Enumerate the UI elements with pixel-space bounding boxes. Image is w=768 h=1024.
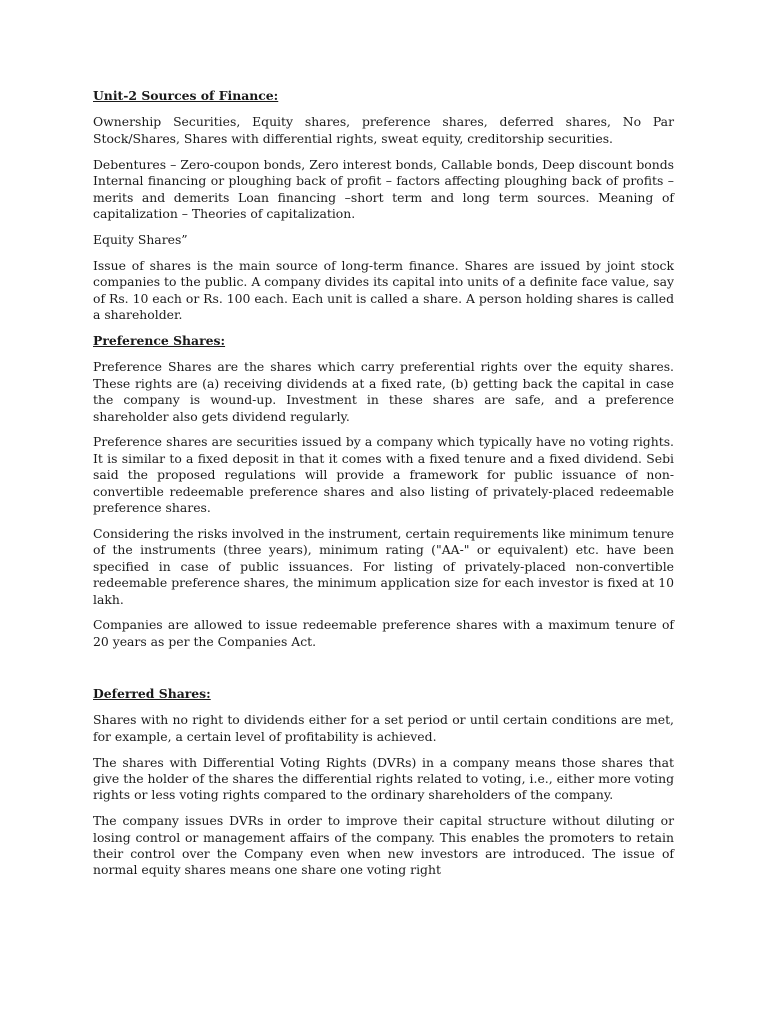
- preference-paragraph-4: Companies are allowed to issue redeemable preference shares with a maximum tenure of 20 years as per the Companies Act.: [93, 617, 674, 649]
- deferred-paragraph-3: The company issues DVRs in order to improve their capital structure without diluting or losing control or management affairs of the company. This enables the promoters to retain their control over the Company even when new investors are introduced. The issue of normal equity shares means one share one voting right: [93, 813, 674, 878]
- preference-paragraph-3: Considering the risks involved in the instrument, certain requirements like minimum tenure of the instruments (three years), minimum rating ("AA-" or equivalent) etc. have been specified in case of public issuances. For listing of privately-placed non-convertible redeemable preference shares, the minimum application size for each investor is fixed at 10 lakh.: [93, 525, 674, 607]
- equity-paragraph-1: Issue of shares is the main source of long-term finance. Shares are issued by joint stock companies to the public. A company divides its capital into units of a definite face value, say of Rs. 10 each or Rs. 100 each. Each unit is called a share. A person holding shares is called a shareholder.: [93, 257, 674, 322]
- equity-shares-label: Equity Shares”: [93, 231, 188, 247]
- preference-paragraph-1: Preference Shares are the shares which carry preferential rights over the equity shares. These rights are (a) receiving dividends at a fixed rate, (b) getting back the capital in case the company is wound-up. Investment in these shares are safe, and a preference shareholder also gets dividend regularly.: [93, 359, 674, 424]
- unit-heading: Unit-2 Sources of Finance:: [93, 88, 279, 103]
- section-spacer: [93, 660, 674, 686]
- intro-paragraph-2: Debentures – Zero-coupon bonds, Zero interest bonds, Callable bonds, Deep discount bonds Internal financing or ploughing back of profit – factors affecting ploughing back of profits – merits and demerits Loan financing –short term and long term sources. Meaning of capitalization – Theories of capitalization.: [93, 156, 674, 221]
- document-page: [93, 88, 674, 888]
- deferred-shares-heading: Deferred Shares:: [93, 685, 211, 701]
- preference-shares-heading: Preference Shares:: [93, 332, 226, 348]
- intro-paragraph-1: Ownership Securities, Equity shares, preference shares, deferred shares, No Par Stock/Shares, Shares with differential rights, sweat equity, creditorship securities.: [93, 114, 674, 146]
- deferred-paragraph-2: The shares with Differential Voting Rights (DVRs) in a company means those shares that give the holder of the shares the differential rights related to voting, i.e., either more voting rights or less voting rights compared to the ordinary shareholders of the company.: [93, 754, 674, 803]
- deferred-paragraph-1: Shares with no right to dividends either for a set period or until certain conditions are met, for example, a certain level of profitability is achieved.: [93, 712, 674, 744]
- preference-paragraph-2: Preference shares are securities issued by a company which typically have no voting rights. It is similar to a fixed deposit in that it comes with a fixed tenure and a fixed dividend. Sebi said the proposed regulations will provide a framework for public issuance of non-convertible redeemable preference shares and also listing of privately-placed redeemable preference shares.: [93, 434, 674, 516]
